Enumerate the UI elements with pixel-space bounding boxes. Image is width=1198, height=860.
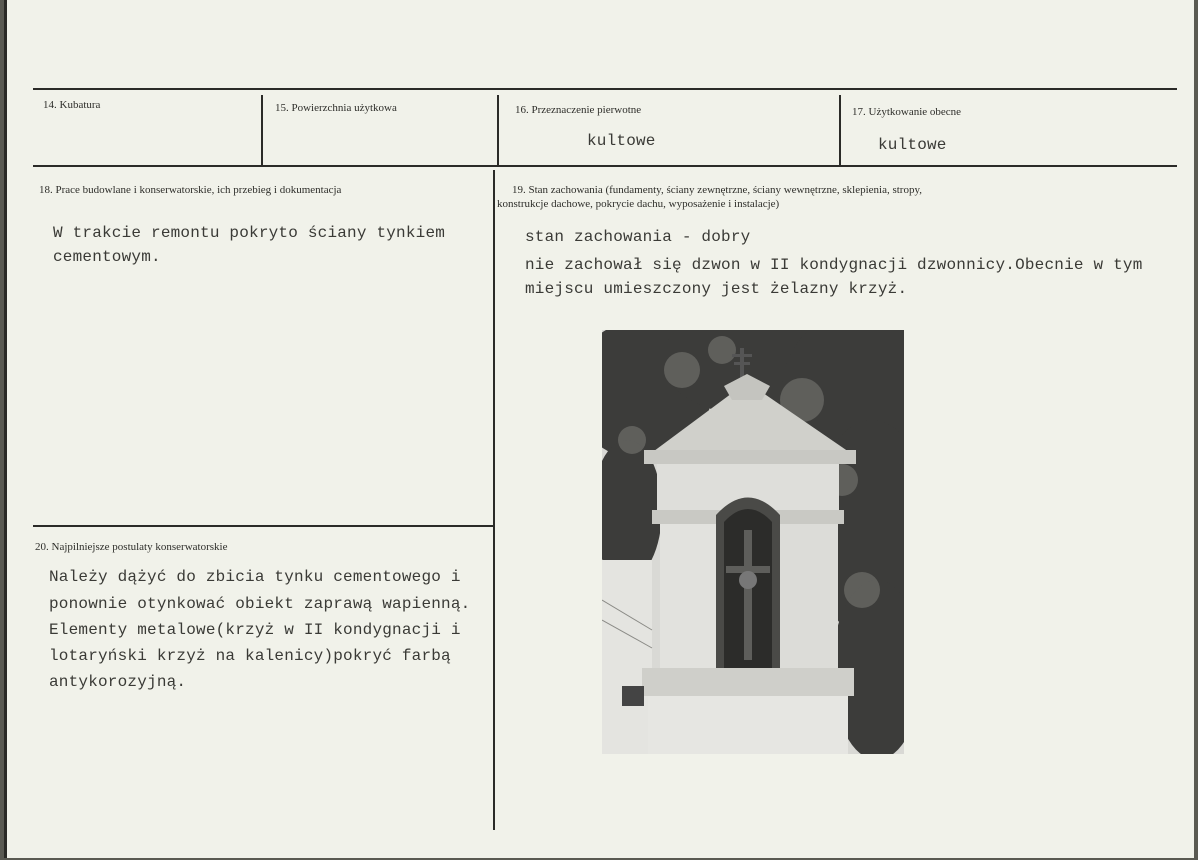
divider-15-16: [497, 95, 499, 165]
field-15-label: 15. Powierzchnia użytkowa: [275, 102, 397, 114]
field-14-label: 14. Kubatura: [43, 99, 101, 111]
field-20-line-1: Należy dążyć do zbicia tynku cementowego i: [49, 568, 461, 586]
field-18-label: 18. Prace budowlane i konserwatorskie, ich przebieg i dokumentacja: [39, 184, 342, 196]
field-16-label: 16. Przeznaczenie pierwotne: [515, 104, 642, 116]
row1-bottom-rule: [33, 165, 1177, 167]
field-17-value: kultowe: [878, 136, 947, 154]
row2-split-rule: [33, 525, 493, 527]
field-17-label: 17. Użytkowanie obecne: [852, 106, 962, 118]
field-16-value: kultowe: [587, 132, 656, 150]
divider-14-15: [261, 95, 263, 165]
top-rule: [33, 88, 1177, 90]
field-19-line-3: miejscu umieszczony jest żelazny krzyż.: [525, 280, 908, 298]
field-20-line-4: lotaryński krzyż na kalenicy)pokryć farbą: [49, 647, 451, 665]
field-20-line-2: ponownie otynkować obiekt zaprawą wapienną.: [49, 595, 471, 613]
field-19-label-line-2: konstrukcje dachowe, pokrycie dachu, wyposażenie i instalacje): [497, 198, 780, 210]
field-20-label: 20. Najpilniejsze postulaty konserwatorskie: [35, 541, 228, 553]
field-19-label-line-1: 19. Stan zachowania (fundamenty, ściany zewnętrzne, ściany wewnętrzne, sklepienia, stropy,: [512, 184, 923, 196]
field-19-line-1: stan zachowania - dobry: [525, 228, 751, 246]
document-page: [4, 0, 1194, 858]
shrine-photo: [602, 330, 904, 754]
field-18-line-1: W trakcie remontu pokryto ściany tynkiem: [53, 224, 446, 242]
field-20-line-5: antykorozyjną.: [49, 673, 187, 691]
field-18-line-2: cementowym.: [53, 248, 161, 266]
divider-16-17: [839, 95, 841, 165]
field-19-line-2: nie zachował się dzwon w II kondygnacji dzwonnicy.Obecnie w tym: [525, 256, 1143, 274]
field-20-line-3: Elementy metalowe(krzyż w II kondygnacji i: [49, 621, 461, 639]
main-column-divider: [493, 170, 495, 830]
